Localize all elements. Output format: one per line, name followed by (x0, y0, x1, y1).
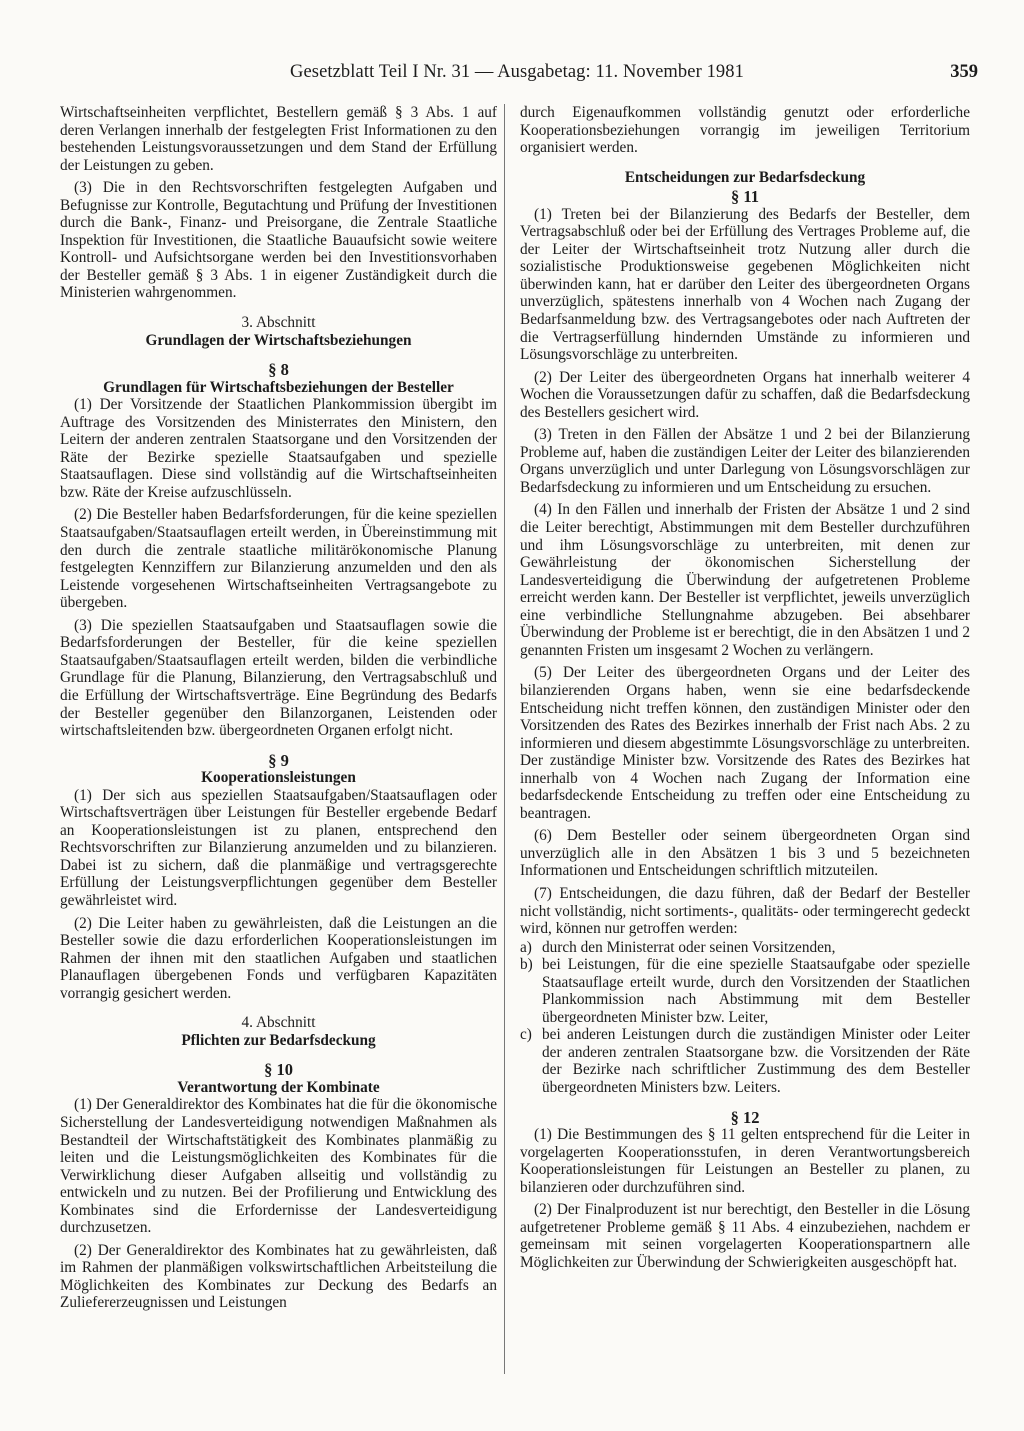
paragraph-11-1: (1) Treten bei der Bilanzierung des Bedarfs der Besteller, dem Vertragsabschluß oder bei der Erfüllung des Vertrages Probleme auf, die der Leiter der Wirtschaftseinheit trotz Nutzung aller durch die sozialistische Produktionsweise gegebenen Möglichkeiten nicht überwinden kann, hat er darüber den Leiter des übergeordneten Organs unverzüglich, spätestens innerhalb von 4 Wochen nach Zugang der Bedarfsanmeldung bzw. des Vertragsangebotes oder nach Auftreten der die Vertragserfüllung hindernden Umstände zu informieren und Lösungsvorschläge zu unterbreiten. (520, 205, 970, 364)
paragraph-11-3: (3) Treten in den Fällen der Absätze 1 und 2 bei der Bilanzierung Probleme auf, haben die zuständigen Leiter der Leiter des bilanzierenden Organs unverzüglich und unter Darlegung von Lösungsvorschlägen zur Bedarfsdeckung zu informieren und um Entscheidung zu ersuchen. (520, 426, 970, 496)
paragraph-11-2: (2) Der Leiter des übergeordneten Organs hat innerhalb weiterer 4 Wochen die Voraussetzungen dafür zu schaffen, daß die Bedarfsdeckung des Bestellers gesichert wird. (520, 368, 970, 421)
paragraph-9-2: (2) Die Leiter haben zu gewährleisten, daß die Leistungen an die Besteller sowie die dazu erforderlichen Kooperationsleistungen im Rahmen der ihnen mit den staatlichen Aufgaben und staatlichen Planauflagen übergebenen Fonds und verfügbaren Kapazitäten vorrangig gesichert werden. (60, 914, 497, 1002)
paragraph-9-number: § 9 (268, 750, 289, 770)
list-item (520, 939, 970, 957)
paragraph-10-1: (1) Der Generaldirektor des Kombinates hat die für die ökonomische Sicherstellung der Landesverteidigung notwendigen Maßnahmen als Bestandteil der Wirtschaftstätigkeit des Kombinates planmäßig zu leiten und die Leistungsmöglichkeiten des Kombinates für die Verwirklichung dieser Aufgaben allseitig und vollständig zu entwickeln und zu nutzen. Bei der Profilierung und Entwicklung des Kombinates sind die Erfordernisse der Landesverteidigung durchzusetzen. (60, 1096, 497, 1237)
paragraph-11-4: (4) In den Fällen und innerhalb der Fristen der Absätze 1 und 2 sind die Leiter berechtigt, Abstimmungen mit dem Besteller durchzuführen und ihm Lösungsvorschläge zu unterbreiten, mit denen zur Gewährleistung der ökonomischen Sicherstellung der Landesverteidigung die Überwindung der aufgetretenen Probleme erreicht werden kann. Der Besteller ist verpflichtet, jeweils unverzüglich eine verbindliche Stellungnahme abzugeben. Bei absehbarer Überwindung der Probleme ist er berechtigt, die in den Absätzen 1 und 2 genannten Fristen um insgesamt 2 Wochen zu verlängern. (520, 501, 970, 659)
paragraph-8-number: § 8 (268, 360, 289, 380)
paragraph-11-7: (7) Entscheidungen, die dazu führen, daß der Bedarf der Besteller nicht vollständig, nicht sortiments-, qualitäts- oder termingerecht gedeckt wird, können nur getroffen werden: (520, 884, 970, 938)
list-item-label: c) (520, 1026, 532, 1044)
list-item-label: b) (520, 956, 533, 974)
page-number: 359 (950, 62, 978, 82)
paragraph-3: (3) Die in den Rechtsvorschriften festgelegten Aufgaben und Befugnisse zur Kontrolle, Begutachtung und Prüfung der Investitionen durch die Bank-, Finanz- und Preisorgane, die Zentrale Staatliche Inspektion für Investitionen, die Staatliche Bauaufsicht sowie weitere Kontroll- und Aufsichtsorgane werden bei den Investitionsvorhaben der Besteller gemäß § 3 Abs. 1 in eigener Zuständigkeit durch die Ministerien wahrgenommen. (60, 179, 497, 302)
section-4-title: Pflichten zur Bedarfsdeckung (181, 1031, 376, 1049)
paragraph-8-title: Grundlagen für Wirtschaftsbeziehungen der Besteller (103, 378, 454, 396)
column-divider (504, 104, 505, 1374)
list-item (520, 1026, 970, 1096)
right-column (520, 104, 970, 1276)
paragraph-9-1: (1) Der sich aus speziellen Staatsaufgaben/Staatsauflagen oder Wirtschaftsverträgen über Leistungen für Besteller ergebende Bedarf an Kooperationsleistungen ist zu planen, entsprechend den Rechtsvorschriften zur Bilanzierung anzumelden und zu bilanzieren. Dabei ist zu sichern, daß die planmäßige und vertragsgerechte Erfüllung der Leistungsverpflichtungen gegenüber dem Besteller gewährleistet wird. (60, 786, 497, 909)
paragraph-10-title: Verantwortung der Kombinate (177, 1078, 380, 1096)
paragraph-continued-right: durch Eigenaufkommen vollständig genutzt oder erforderliche Kooperationsbeziehungen vorrangig im jeweiligen Territorium organisiert werden. (520, 104, 970, 157)
paragraph-8-1: (1) Der Vorsitzende der Staatlichen Plankommission übergibt im Auftrage des Vorsitzenden des Ministerrates den Ministern, den Leitern der anderen zentralen Staatsorgane und den Vorsitzenden der Räte der Bezirke spezielle Staatsaufgaben und spezielle Staatsauflagen. Diese sind vollständig auf die Wirtschaftseinheiten bzw. Räte der Kreise aufzuschlüsseln. (60, 396, 497, 501)
paragraph-11-6: (6) Dem Besteller oder seinem übergeordneten Organ sind unverzüglich alle in den Absätzen 1 bis 3 und 5 bezeichneten Informationen und Entscheidungen schriftlich mitzuteilen. (520, 827, 970, 880)
paragraph-8-2: (2) Die Besteller haben Bedarfsforderungen, für die keine speziellen Staatsaufgaben/Staatsauflagen erteilt werden, in Übereinstimmung mit den durch die zentrale staatliche militärökonomische Planung festgelegten Kennziffern zur Bilanzierung anzumelden und den als Leistende vorgesehenen Wirtschaftseinheiten Vertragsangebote zu übergeben. (60, 506, 497, 612)
list-item-text: bei anderen Leistungen durch die zuständigen Minister oder Leiter der anderen zentralen Staatsorgane bzw. die Vorsitzenden der Räte der Bezirke nach schriftlicher Zustimmung des dem Besteller übergeordneten Ministers bzw. Leiters. (542, 1026, 970, 1096)
left-column (60, 104, 497, 1317)
list-item (520, 956, 970, 1026)
paragraph-12-1: (1) Die Bestimmungen des § 11 gelten entsprechend für die Leiter in vorgelagerten Kooperationsstufen, in deren Verantwortungsbereich Kooperationsleistungen für Leistungen an Besteller zu planen, zu bilanzieren oder durchzuführen sind. (520, 1126, 970, 1196)
section-4-label: 4. Abschnitt (241, 1014, 316, 1032)
paragraph-11-5: (5) Der Leiter des übergeordneten Organs und der Leiter des bilanzierenden Organs haben, wenn sie eine bedarfsdeckende Entscheidung nicht treffen können, den zuständigen Minister oder den Vorsitzenden des Rates des Bezirkes innerhalb der Frist nach Abs. 2 zu informieren und diesem abgestimmte Lösungsvorschläge zu unterbreiten. Der zuständige Minister bzw. Vorsitzende des Rates des Bezirkes hat innerhalb von 4 Wochen nach Zugang der Information eine bedarfsdeckende Entscheidung zu treffen oder eine Entscheidung zu beantragen. (520, 664, 970, 822)
list-item-label: a) (520, 938, 532, 956)
paragraph-12-2: (2) Der Finalproduzent ist nur berechtigt, den Besteller in die Lösung aufgetretener Probleme gemäß § 11 Abs. 4 einzubeziehen, nachdem er gemeinsam mit seinen vorgelagerten Kooperationspartnern alle Möglichkeiten zur Überwindung der Schwierigkeiten ausgeschöpft hat. (520, 1201, 970, 1271)
header-title: Gesetzblatt Teil I Nr. 31 — Ausgabetag: 11. November 1981 (290, 62, 744, 82)
paragraph-8-3: (3) Die speziellen Staatsaufgaben und Staatsauflagen sowie die Bedarfsforderungen der Besteller, für die keine speziellen Staatsaufgaben/Staatsauflagen erteilt werden, bilden die verbindliche Grundlage für die Planung, Bilanzierung, den Vertragsabschluß und die Erfüllung der Wirtschaftsverträge. Eine Begründung des Bedarfs der Besteller gegenüber den Bilanzorganen, Leistenden oder wirtschaftsleitenden bzw. übergeordneten Organen erfolgt nicht. (60, 616, 497, 740)
paragraph-10-2: (2) Der Generaldirektor des Kombinates hat zu gewährleisten, daß im Rahmen der planmäßigen volkswirtschaftlichen Arbeitsteilung die Möglichkeiten des Kombinates zur Deckung des Bedarfs an Zuliefererzeugnissen und Leistungen (60, 1241, 497, 1312)
enumeration-list (520, 939, 970, 1097)
list-item-text: durch den Ministerrat oder seinen Vorsitzenden, (542, 938, 836, 956)
paragraph-11-number: § 11 (731, 187, 759, 207)
heading-bedarfsdeckung: Entscheidungen zur Bedarfsdeckung (624, 168, 866, 186)
paragraph-12-number: § 12 (730, 1107, 760, 1127)
list-item-text: bei Leistungen, für die eine spezielle Staatsaufgabe oder spezielle Staatsauflage erteilt wurde, durch den Vorsitzenden der Staatlichen Plankommission nach Abstimmung mit dem Besteller übergeordneten Minister bzw. Leiter, (542, 956, 970, 1026)
paragraph-10-number: § 10 (264, 1060, 293, 1080)
section-3-title: Grundlagen der Wirtschaftsbeziehungen (145, 331, 412, 349)
paragraph-9-title: Kooperationsleistungen (201, 769, 356, 787)
section-3-label: 3. Abschnitt (241, 314, 316, 332)
paragraph-continued: Wirtschaftseinheiten verpflichtet, Bestellern gemäß § 3 Abs. 1 auf deren Verlangen innerhalb der festgelegten Frist Informationen zu den bestehenden Leistungsvoraussetzungen und dem Stand der Erfüllung der Leistungen zu geben. (60, 104, 497, 174)
page-header (60, 62, 978, 88)
